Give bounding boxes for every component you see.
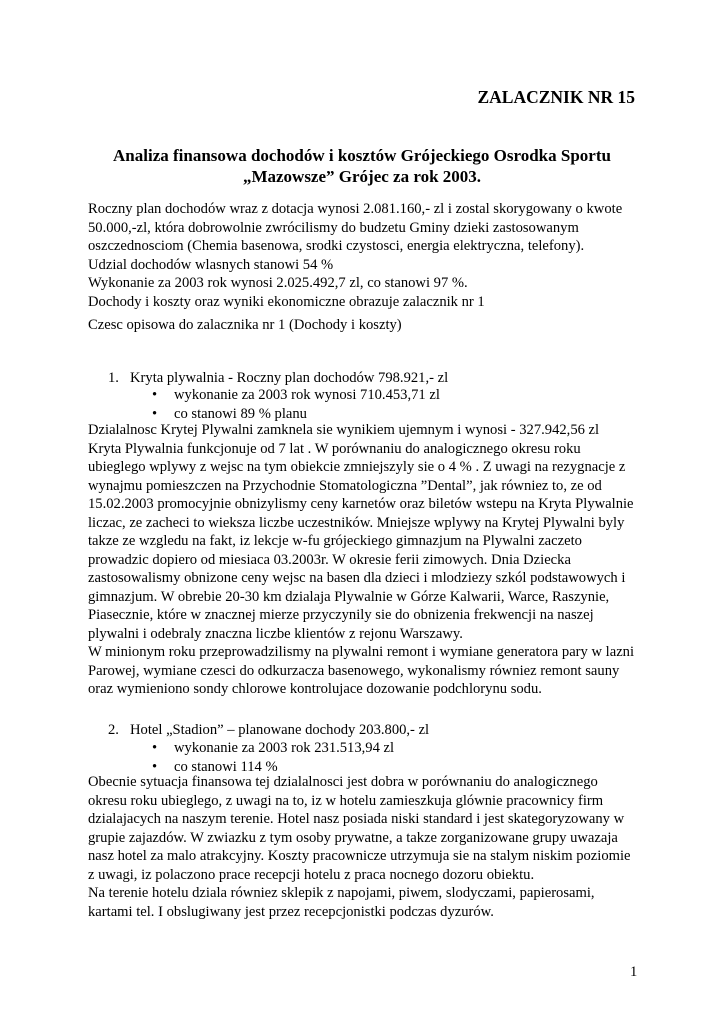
- body-line: wynajmu pomieszczen na Przychodnie Stomatologiczna ”Dental”, jak równiez to, ze od: [88, 477, 602, 494]
- item-1-body: [88, 421, 648, 699]
- body-line: Kryta Plywalnia funkcjonuje od 7 lat . W porównaniu do analogicznego okresu roku: [88, 440, 581, 457]
- body-line: W minionym roku przeprowadzilismy na plywalni remont i wymiane generatora pary w lazni: [88, 644, 635, 660]
- body-line: gimnazjum. W obrebie 20-30 km dzialaja Plywalnie w Górze Kalwarii, Warce, Raszynie,: [88, 588, 610, 605]
- bullet-icon: •: [152, 405, 158, 422]
- body-line: 15.02.2003 promocyjnie obnizylismy ceny karnetów oraz biletów wstepu na Kryta Plywalnie: [88, 496, 634, 512]
- bullet-item: • co stanowi 89 % planu: [152, 405, 307, 422]
- bullet-icon: •: [152, 387, 158, 403]
- body-line: Piasecznie, które w znacznej mierze przyczynily sie do obnizenia frekwencji na naszej: [88, 607, 594, 623]
- body-line: prowadzic dopiero od miesiaca 03.2003r. W okresie ferii zimowych. Dnia Dziecka: [88, 551, 571, 568]
- item-1-bullets: [152, 386, 440, 423]
- bullet-item: • wykonanie za 2003 rok 231.513,94 zl: [152, 740, 395, 756]
- body-line: okresu roku ubieglego, z uwagi na to, iz w hotelu zamieszkuja glównie pracownicy firm: [88, 792, 604, 809]
- body-line: dzialajacych na naszym terenie. Hotel nasz posiada niski standard i jest skategoryzowany w: [88, 811, 625, 827]
- bullet-item: • wykonanie za 2003 rok wynosi 710.453,71 zl: [152, 387, 440, 403]
- title-line-2: „Mazowsze” Grójec za rok 2003.: [242, 167, 482, 186]
- intro-paragraph: [88, 200, 648, 311]
- bullet-item: • co stanowi 114 %: [152, 758, 278, 775]
- item-2-heading-text: Hotel „Stadion” – planowane dochody 203.800,- zl: [130, 722, 430, 738]
- body-line: z uwagi, iz polaczono prace recepcji hotelu z praca nocnego dozoru obiektu.: [88, 866, 535, 883]
- body-line: Obecnie sytuacja finansowa tej dzialalnosci jest dobra w porównaniu do analogicznego: [88, 774, 598, 790]
- body-line: Dzialalnosc Krytej Plywalni zamknela sie wynikiem ujemnym i wynosi - 327.942,56 zl: [88, 422, 600, 438]
- intro-line: oszczednosciom (Chemia basenowa, srodki czystosci, energia elektryczna, telefony).: [88, 238, 585, 254]
- item-1-heading: [108, 369, 448, 388]
- section-intro: Czesc opisowa do zalacznika nr 1 (Dochody i koszty): [88, 317, 402, 333]
- item-2-heading: [108, 721, 429, 740]
- body-line: ubieglego wplywy z wejsc na tym obiekcie zmniejszyly sie o 4 % . Z uwagi na rezygnacje z: [88, 459, 626, 475]
- body-line: Na terenie hotelu dziala równiez sklepik z napojami, piwem, slodyczami, papierosami,: [88, 885, 595, 901]
- intro-line: Dochody i koszty oraz wyniki ekonomiczne obrazuje zalacznik nr 1: [88, 293, 485, 310]
- page-number: 1: [630, 964, 638, 980]
- body-line: grupie zajazdów. W zwiazku z tym osoby prywatne, a takze zorganizowane grupy uwazaja: [88, 829, 618, 846]
- item-2-number: 2.: [108, 722, 119, 738]
- document-title: [88, 145, 636, 187]
- body-line: Parowej, wymiane czesci do odkurzacza basenowego, wykonalismy równiez remont sauny: [88, 662, 620, 679]
- body-line: nasz hotel za malo atrakcyjny. Koszty pracownicze utrzymuja sie na stalym niskim poziomie: [88, 848, 631, 864]
- body-line: plywalni i odebraly znaczna liczbe klientów z rejonu Warszawy.: [88, 625, 463, 642]
- bullet-icon: •: [152, 758, 158, 775]
- intro-line: 50.000,-zl, która dobrowolnie zwrócilismy do budzetu Gminy dzieki zastosowanym: [88, 219, 579, 236]
- body-line: zastosowalismy obnizone ceny wejsc na basen dla dzieci i mlodziezy szkól podstawowych i: [88, 570, 626, 586]
- intro-line: Wykonanie za 2003 rok wynosi 2.025.492,7 zl, co stanowi 97 %.: [88, 275, 468, 291]
- body-line: takze ze wzgledu na fakt, iz lekcje w-fu grójeckiego gimnazjum na Plywalni zaczeto: [88, 533, 582, 549]
- intro-line: Roczny plan dochodów wraz z dotacja wynosi 2.081.160,- zl i zostal skorygowany o kwote: [88, 201, 623, 217]
- item-2-bullets: [152, 739, 394, 776]
- annex-label: ZALACZNIK NR 15: [477, 87, 635, 107]
- body-line: liczac, ze zacheci to wieksza liczbe uczestników. Mniejsze wplywy na Krytej Plywalni byly: [88, 514, 625, 531]
- bullet-icon: •: [152, 740, 158, 756]
- intro-line: Udzial dochodów wlasnych stanowi 54 %: [88, 256, 334, 273]
- body-line: kartami tel. I obslugiwany jest przez recepcjonistki podczas dyzurów.: [88, 903, 494, 920]
- body-line: oraz wymieniono sondy chlorowe kontrolujace dozowanie podchlorynu sodu.: [88, 681, 542, 697]
- title-line-1: Analiza finansowa dochodów i kosztów Grójeckiego Osrodka Sportu: [113, 146, 611, 165]
- item-1-heading-text: Kryta plywalnia - Roczny plan dochodów 798.921,- zl: [130, 370, 449, 386]
- item-1-number: 1.: [108, 370, 119, 386]
- item-2-body: [88, 773, 648, 921]
